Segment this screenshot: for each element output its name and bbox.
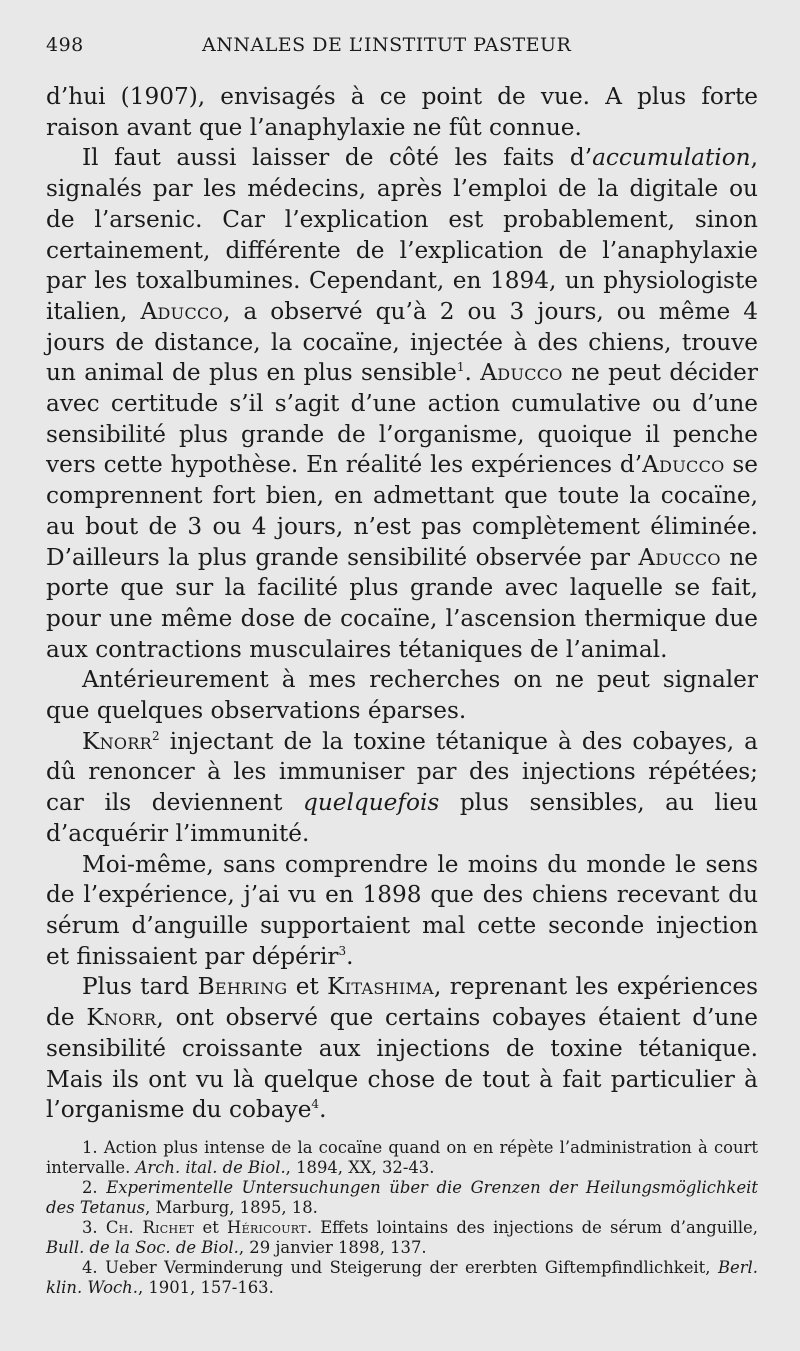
paragraph-text: Plus tard bbox=[82, 973, 198, 1001]
author-name: Aducco bbox=[140, 297, 223, 325]
footnote-2 bbox=[46, 1178, 758, 1218]
footnote-text: 4. Ueber Verminderung und Steigerung der ererbten Giftempfindlichkeit, bbox=[82, 1257, 718, 1277]
paragraph-text: Moi-même, sans comprendre le moins du monde le sens de l’expérience, j’ai vu en 1898 que des chiens recevant du sérum d’anguille supportaient mal cette seconde injection et finissaient par dépérir bbox=[46, 850, 758, 970]
journal-title: Berl. klin. Woch. bbox=[46, 1257, 758, 1297]
footnote-text: , Marburg, 1895, 18. bbox=[145, 1197, 318, 1217]
paragraph-3 bbox=[46, 665, 758, 726]
footnote-1 bbox=[46, 1138, 758, 1178]
footnote-ref: 1 bbox=[456, 360, 465, 375]
author-name: Kitashima bbox=[327, 973, 435, 1001]
paragraph-text: Antérieurement à mes recherches on ne peut signaler que quelques observations éparses. bbox=[46, 666, 758, 725]
paragraph-text: , reprenant les expériences de bbox=[46, 973, 758, 1032]
footnotes bbox=[46, 1138, 758, 1298]
footnote-text: 1. Action plus intense de la cocaïne quand on en répète l’administration à court intervalle. bbox=[46, 1137, 758, 1177]
author-name: Héricourt bbox=[227, 1217, 307, 1237]
author-name: Knorr bbox=[86, 1004, 157, 1032]
footnote-4 bbox=[46, 1258, 758, 1298]
footnote-text: , 29 janvier 1898, 137. bbox=[238, 1237, 427, 1257]
journal-title: Arch. ital. de Biol. bbox=[135, 1157, 286, 1177]
paragraph-6 bbox=[46, 972, 758, 1126]
paragraph-text: et bbox=[287, 973, 328, 1001]
work-title: Experimentelle Untersuchungen über die Grenzen der Heilungsmöglichkeit des Tetanus bbox=[46, 1177, 758, 1217]
paragraph-1 bbox=[46, 82, 758, 143]
author-name: Aducco bbox=[638, 543, 721, 571]
footnote-text: , 1894, XX, 32-43. bbox=[285, 1157, 435, 1177]
paragraph-text: , signalés par les médecins, après l’emploi de la digitale ou de l’arsenic. Car l’explication est probablement, sinon certainement, différente de l’explication de l’anaphylaxie par les toxalbumines. Cependant, en 1894, un physiologiste italien, bbox=[46, 144, 758, 325]
paragraph-text: . bbox=[464, 359, 481, 387]
paragraph-2 bbox=[46, 143, 758, 665]
footnote-text: , 1901, 157-163. bbox=[137, 1277, 274, 1297]
paragraph-text: . bbox=[346, 942, 354, 970]
footnote-text: 3. bbox=[82, 1217, 106, 1237]
author-name: Knorr bbox=[82, 727, 153, 755]
paragraph-text: se comprennent fort bien, en admettant que toute la cocaïne, au bout de 3 ou 4 jours, n’est pas complètement éliminée. D’ailleurs la plus grande sensibilité observée par bbox=[46, 451, 758, 571]
footnote-text: . Effets lointains des injections de sérum d’anguille, bbox=[306, 1217, 758, 1237]
footnote-text: et bbox=[194, 1217, 228, 1237]
footnote-3 bbox=[46, 1218, 758, 1258]
page-number: 498 bbox=[46, 34, 84, 56]
author-name: Aducco bbox=[480, 359, 563, 387]
footnote-ref: 3 bbox=[338, 943, 347, 958]
main-text bbox=[46, 82, 758, 1126]
paragraph-text: injectant de la toxine tétanique à des cobayes, a dû renoncer à les immuniser par des injections répétées; car ils deviennent bbox=[46, 727, 758, 817]
running-title: ANNALES DE L’INSTITUT PASTEUR bbox=[202, 34, 572, 56]
paragraph-text: Il faut aussi laisser de côté les faits d’ bbox=[82, 144, 593, 172]
footnote-ref: 4 bbox=[311, 1097, 320, 1112]
footnote-ref: 2 bbox=[152, 728, 160, 743]
footnote-text: 2. bbox=[82, 1177, 107, 1197]
paragraph-text: plus sensibles, au lieu d’acquérir l’immunité. bbox=[46, 789, 758, 847]
running-header bbox=[46, 28, 758, 62]
author-name: Ch. Richet bbox=[105, 1217, 195, 1237]
paragraph-5 bbox=[46, 850, 758, 973]
italic-term: accumulation bbox=[592, 144, 751, 172]
paragraph-text: ne peut décider avec certitude s’il s’agit d’une action cumulative ou d’une sensibilité plus grande de l’organisme, quoique il penche vers cette hypothèse. En réalité les expériences d’ bbox=[46, 359, 758, 479]
italic-term: quelquefois bbox=[302, 789, 440, 817]
paragraph-text: , ont observé que certains cobayes étaient d’une sensibilité croissante aux injections de toxine tétanique. Mais ils ont vu là quelque chose de tout à fait particulier à l’organisme du cobaye bbox=[46, 1004, 759, 1124]
author-name: Aducco bbox=[642, 451, 725, 479]
paragraph-text: , a observé qu’à 2 ou 3 jours, ou même 4 jours de distance, la cocaïne, injectée à des chiens, trouve un animal de plus en plus sensible bbox=[46, 297, 758, 387]
author-name: Behring bbox=[197, 973, 288, 1001]
journal-title: Bull. de la Soc. de Biol. bbox=[46, 1237, 239, 1257]
paragraph-text: d’hui (1907), envisagés à ce point de vue. A plus forte raison avant que l’anaphylaxie ne fût connue. bbox=[46, 83, 758, 141]
paragraph-text: . bbox=[319, 1096, 327, 1124]
paragraph-text: ne porte que sur la facilité plus grande avec laquelle se fait, pour une même dose de cocaïne, l’ascension thermique due aux contractions musculaires tétaniques de l’animal. bbox=[46, 543, 758, 663]
paragraph-4 bbox=[46, 727, 758, 850]
